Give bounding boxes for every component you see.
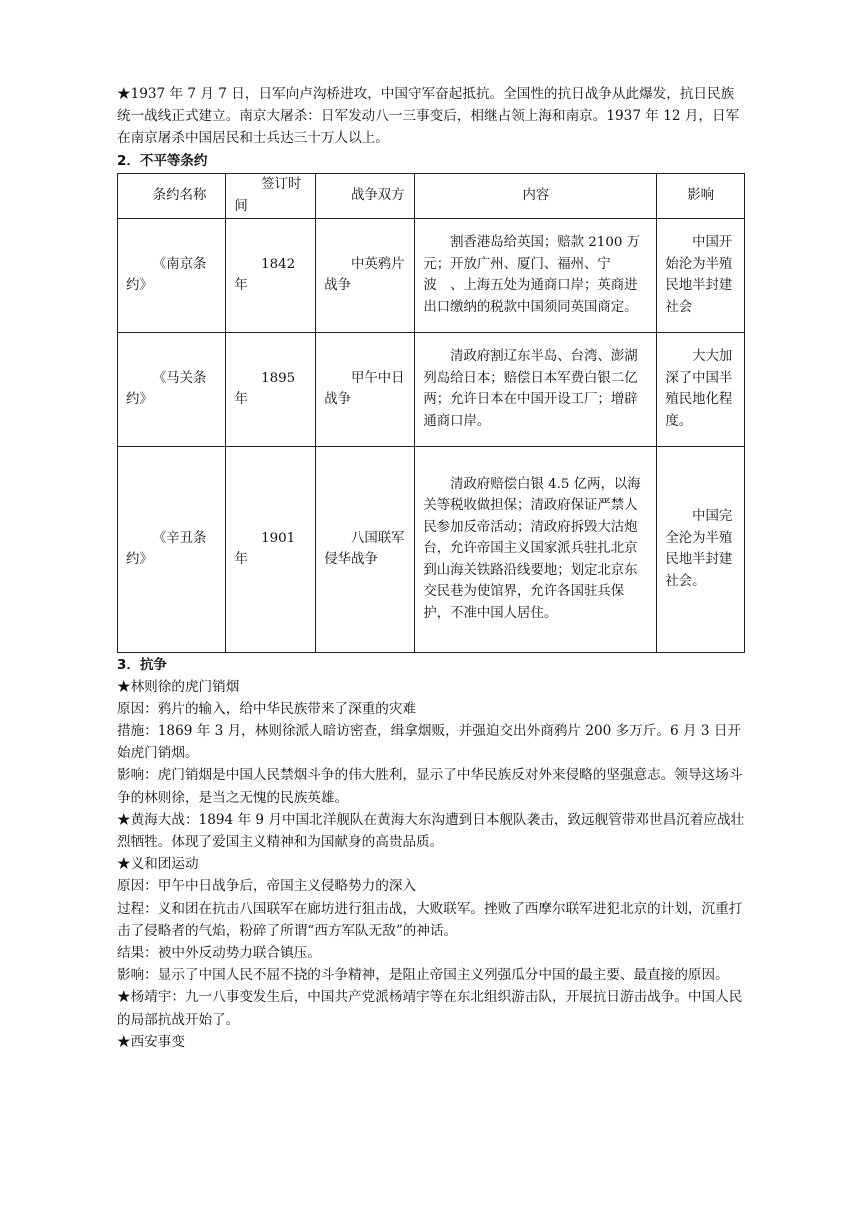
war-parties: 八国联军侵华战争 — [316, 446, 415, 652]
paragraph: 原因：甲午中日战争后，帝国主义侵略势力的深入 — [117, 878, 417, 895]
treaty-impact: 中国开始沦为半殖民地半封建社会 — [657, 218, 745, 332]
paragraph: 原因：鸦片的输入，给中华民族带来了深重的灾难 — [117, 700, 417, 717]
header-war-parties: 战争双方 — [316, 173, 415, 218]
paragraph: ★义和团运动 — [117, 856, 199, 873]
table-row — [118, 332, 745, 446]
treaty-content: 割香港岛给英国；赔款 2100 万元；开放广州、厦门、福州、宁波 、上海五处为通商口岸；英商进出口缴纳的税款中国须同英国商定。 — [415, 218, 657, 332]
header-content: 内容 — [415, 173, 657, 218]
paragraph: ★杨靖宇：九一八事变发生后，中国共产党派杨靖宇等在东北组织游击队，开展抗日游击战争。中国人民的局部抗战开始了。 — [117, 989, 743, 1028]
war-parties: 甲午中日战争 — [316, 332, 415, 446]
treaty-name: 《南京条约》 — [118, 218, 226, 332]
intro-paragraph: ★1937 年 7 月 7 日，日军向卢沟桥进攻，中国守军奋起抵抗。全国性的抗日战争从此爆发，抗日民族统一战线正式建立。南京大屠杀：日军发动八一三事变后，相继占领上海和南京。1937 年 12 月，日军在南京屠杀中国居民和士兵达三十万人以上。 — [117, 86, 740, 147]
treaty-table — [117, 173, 745, 653]
treaty-content: 清政府赔偿白银 4.5 亿两，以海关等税收做担保；清政府保证严禁人民参加反帝活动；清政府拆毁大沽炮台，允许帝国主义国家派兵驻扎北京到山海关铁路沿线要地；划定北京东交民巷为使馆界，允许各国驻兵保护，不准中国人居住。 — [415, 446, 657, 652]
sign-time: 1895年 — [226, 332, 316, 446]
table-row — [118, 218, 745, 332]
header-treaty-name: 条约名称 — [118, 173, 226, 218]
table-header-row — [118, 173, 745, 218]
paragraph: ★黄海大战：1894 年 9 月中国北洋舰队在黄海大东沟遭到日本舰队袭击，致远舰管带邓世昌沉着应战壮烈牺牲。体现了爱国主义精神和为国献身的高贵品质。 — [117, 811, 745, 851]
paragraph: 措施：1869 年 3 月，林则徐派人暗访密查，缉拿烟贩，并强迫交出外商鸦片 200 多万斤。6 月 3 日开始虎门销烟。 — [117, 723, 742, 762]
treaty-name: 《马关条约》 — [118, 332, 226, 446]
paragraph: ★西安事变 — [117, 1033, 185, 1050]
treaty-impact: 大大加深了中国半殖民地化程度。 — [657, 332, 745, 446]
section-heading-struggle: 3．抗争 — [117, 656, 167, 673]
sign-time: 1842年 — [226, 218, 316, 332]
paragraph: 结果：被中外反动势力联合镇压。 — [117, 945, 321, 962]
header-impact: 影响 — [657, 173, 745, 218]
table-row — [118, 446, 745, 652]
struggle-section — [117, 676, 745, 1053]
paragraph: 过程：义和团在抗击八国联军在廊坊进行狙击战，大败联军。挫败了西摩尔联军进犯北京的计划，沉重打击了侵略者的气焰，粉碎了所谓“西方军队无敌”的神话。 — [117, 900, 743, 939]
document-page — [117, 83, 745, 1053]
war-parties: 中英鸦片战争 — [316, 218, 415, 332]
treaty-content: 清政府割辽东半岛、台湾、澎湖列岛给日本；赔偿日本军费白银二亿 两；允许日本在中国开设工厂；增辟通商口岸。 — [415, 332, 657, 446]
section-heading-treaties: 2．不平等条约 — [117, 152, 208, 169]
paragraph: 影响：虎门销烟是中国人民禁烟斗争的伟大胜利，显示了中华民族反对外来侵略的坚强意志。领导这场斗争的林则徐，是当之无愧的民族英雄。 — [117, 767, 743, 806]
paragraph: 影响：显示了中国人民不屈不挠的斗争精神，是阻止帝国主义列强瓜分中国的最主要、最直接的原因。 — [117, 967, 729, 984]
treaty-name: 《辛丑条约》 — [118, 446, 226, 652]
paragraph: ★林则徐的虎门销烟 — [117, 678, 240, 695]
treaty-impact: 中国完全沦为半殖民地半封建社会。 — [657, 446, 745, 652]
header-sign-time: 签订时间 — [226, 173, 316, 218]
sign-time: 1901年 — [226, 446, 316, 652]
